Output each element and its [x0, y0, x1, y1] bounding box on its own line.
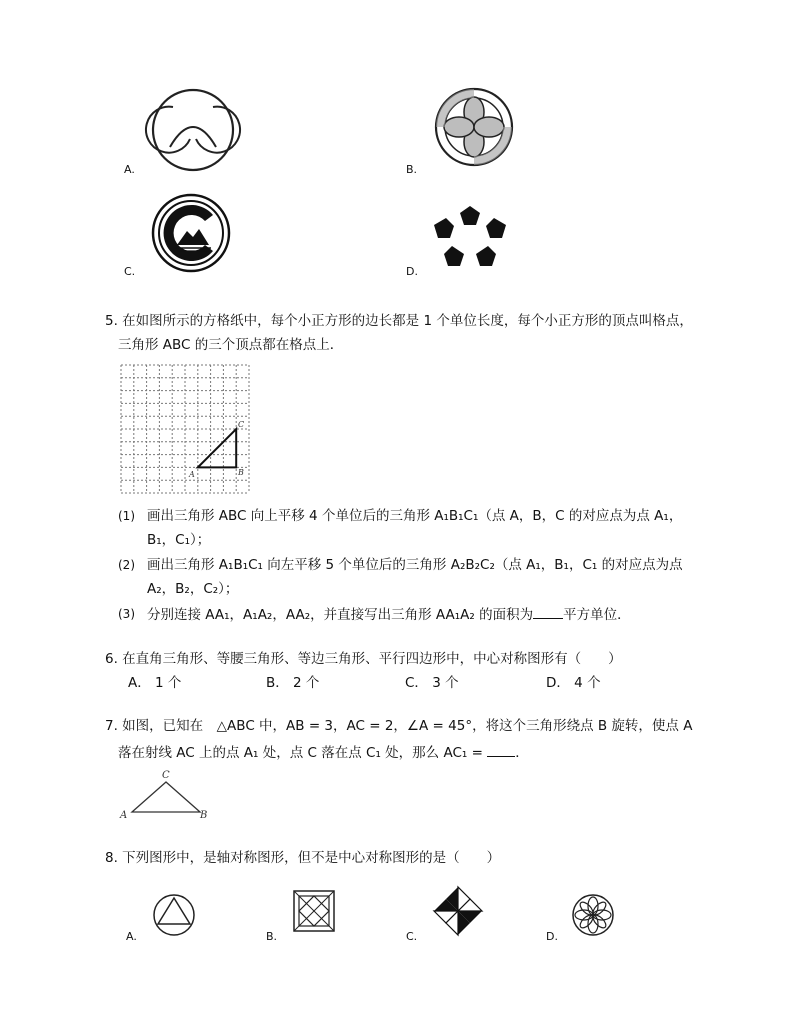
grid-label-a: A [189, 470, 195, 479]
q4-option-b-label: B. [406, 163, 418, 176]
q4-option-b [406, 158, 417, 177]
q6-stem: 6. 在直角三角形、等腰三角形、等边三角形、平行四边形中，中心对称图形有（ ） [105, 651, 622, 667]
q8-option-d[interactable]: D. [546, 930, 558, 943]
q4-option-a-label: A. [124, 163, 135, 176]
q7-label-b: B [200, 810, 208, 821]
q4-option-c-label: C. [124, 265, 136, 278]
q4-option-c [124, 260, 135, 279]
q4-option-d [406, 260, 418, 279]
q6-option-b[interactable]: B． 2 个 [266, 675, 320, 691]
q7-stem-line2 [118, 742, 529, 763]
q4-figure-a [150, 87, 236, 173]
q7-stem-end: ． [515, 745, 529, 761]
q5-stem-line2: 三角形 ABC 的三个顶点都在格点上． [118, 337, 344, 353]
q4-option-a [124, 158, 135, 177]
q5-sub1-line2: B₁，C₁）； [147, 532, 211, 548]
q7-stem-line1: 7. 如图，已知在 △ABC 中，AB = 3，AC = 2，∠A = 45°，将这个三角形绕点 B 旋转，使点 A [105, 718, 693, 734]
q5-grid-figure [121, 365, 249, 493]
q7-triangle-figure [118, 766, 214, 822]
grid-label-b: B [238, 468, 244, 477]
q7-answer-blank[interactable] [487, 742, 515, 757]
q8-figure-d [571, 893, 615, 937]
q4-figure-c [151, 193, 231, 273]
q7-label-a: A [120, 810, 128, 821]
q4-option-d-label: D. [406, 265, 418, 278]
triangle-abc [198, 429, 236, 467]
q5-sub1-line1: 画出三角形 ABC 向上平移 4 个单位后的三角形 A₁B₁C₁（点 A，B，C 的对应点为点 A₁， [147, 508, 683, 524]
q5-sub2-line1: 画出三角形 A₁B₁C₁ 向左平移 5 个单位后的三角形 A₂B₂C₂（点 A₁，B₁，C₁ 的对应点为点 [147, 557, 683, 573]
q5-sub1-number: (1) [118, 509, 135, 523]
q8-figure-b [292, 889, 336, 933]
q7-label-c: C [162, 770, 170, 781]
q8-figure-a [152, 893, 196, 937]
q6-option-a[interactable]: A． 1 个 [128, 675, 182, 691]
q6-option-c[interactable]: C． 3 个 [405, 675, 459, 691]
q8-stem: 8. 下列图形中，是轴对称图形，但不是中心对称图形的是（ ） [105, 850, 501, 866]
q8-option-b[interactable]: B. [266, 930, 278, 943]
q5-sub3-answer-blank[interactable] [533, 604, 563, 619]
q6-option-d[interactable]: D． 4 个 [546, 675, 601, 691]
q5-sub3-unit: 平方单位． [563, 607, 631, 623]
q5-stem-line1: 5. 在如图所示的方格纸中，每个小正方形的边长都是 1 个单位长度，每个小正方形的顶点叫格点， [105, 313, 693, 329]
q8-option-a[interactable]: A. [126, 930, 137, 943]
q8-figure-c [430, 883, 486, 939]
q7-stem-text: 落在射线 AC 上的点 A₁ 处，点 C 落在点 C₁ 处，那么 AC₁ = [118, 745, 488, 761]
q8-option-c[interactable]: C. [406, 930, 418, 943]
q4-figure-b [434, 87, 514, 167]
q5-sub3-number: (3) [118, 607, 135, 621]
q4-figure-d [430, 204, 510, 268]
q5-sub2-line2: A₂，B₂，C₂）； [147, 581, 239, 597]
q5-sub3-text: 分别连接 AA₁，A₁A₂，AA₂，并直接写出三角形 AA₁A₂ 的面积为 [147, 607, 534, 623]
q5-sub3-line [147, 604, 631, 625]
grid-label-c: C [238, 420, 245, 429]
q5-sub2-number: (2) [118, 558, 135, 572]
